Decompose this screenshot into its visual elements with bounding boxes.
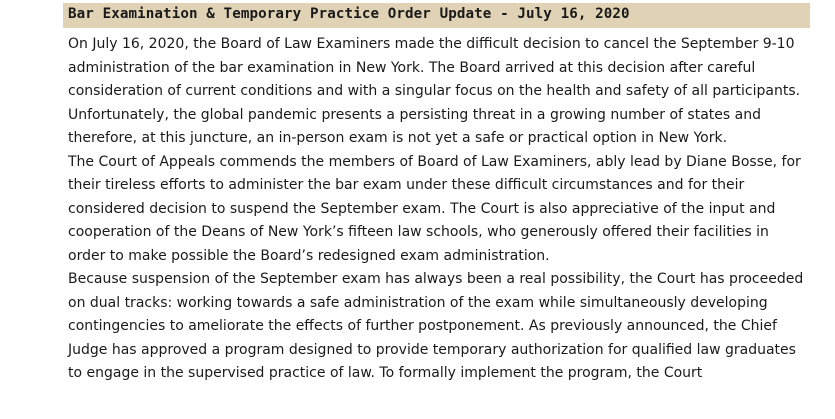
paragraph-cancellation: On July 16, 2020, the Board of Law Examiners made the difficult decision to cancel the September 9-10 administration of the bar examination in New York. The Board arrived at this decision after careful consideration of current conditions and with a singular focus on the health and safety of all participants. Unfortunately, the global pandemic presents a persisting threat in a growing number of states and therefore, at this juncture, an in-person exam is not yet a safe or practical option in New York. — [68, 36, 801, 146]
update-heading-text: Bar Examination & Temporary Practice Order Update - July 16, 2020 — [68, 6, 630, 22]
article-body — [68, 33, 808, 386]
paragraph-commendation: The Court of Appeals commends the members of Board of Law Examiners, ably lead by Diane Bosse, for their tireless efforts to administer the bar exam under these difficult circumstances and for their considered decision to suspend the September exam. The Court is also appreciative of the input and cooperation of the Deans of New York’s fifteen law schools, who generously offered their facilities in order to make possible the Board’s redesigned exam administration. — [68, 153, 801, 264]
paragraph-contingencies: Because suspension of the September exam has always been a real possibility, the Court has proceeded on dual tracks: working towards a safe administration of the exam while simultaneously developing contingencies to ameliorate the effects of further postponement. As previously announced, the Chief Judge has approved a program designed to provide temporary authorization for qualified law graduates to engage in the supervised practice of law. To formally implement the program, the Court — [68, 271, 804, 381]
update-heading — [63, 3, 810, 28]
